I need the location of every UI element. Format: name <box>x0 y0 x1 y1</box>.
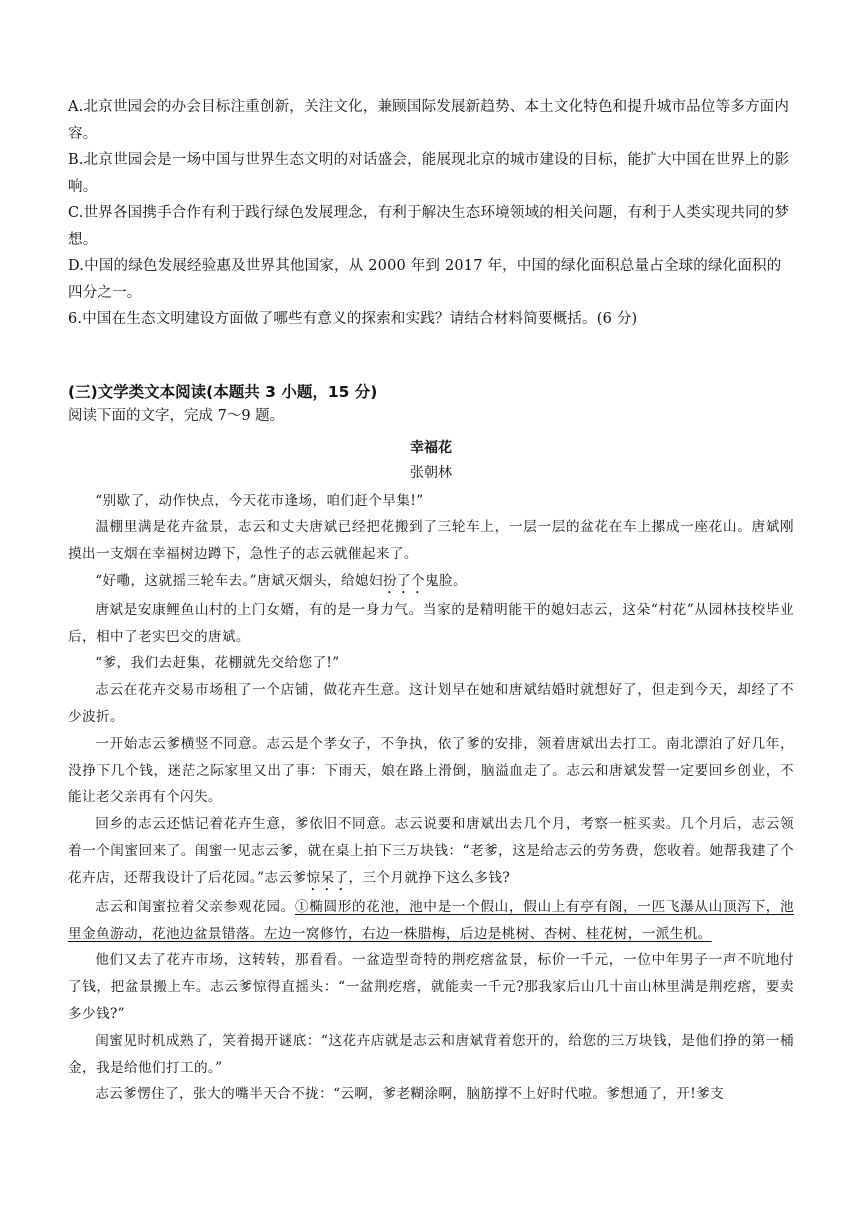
question-6: 6.中国在生态文明建设方面做了哪些有意义的探索和实践？请结合材料简要概括。(6 分) <box>68 311 638 327</box>
story-paragraph: 唐斌是安康鲤鱼山村的上门女婿，有的是一身力气。当家的是精明能干的媳妇志云，这朵“村花”从园林技校毕业后，相中了老实巴交的唐斌。 <box>68 601 794 645</box>
story-paragraph: 闺蜜见时机成熟了，笑着揭开谜底：“这花卉店就是志云和唐斌背着您开的，给您的三万块钱，是他们挣的第一桶金，我是给他们打工的。” <box>68 1032 794 1076</box>
option-d: D.中国的绿色发展经验惠及世界其他国家，从 2000 年到 2017 年，中国的绿化面积总量占全球的绿化面积的四分之一。 <box>68 258 782 301</box>
story-paragraph: 他们又去了花卉市场，这转转，那看看。一盆造型奇特的荆疙瘩盆景，标价一千元，一位中年男子一声不吭地付了钱，把盆景搬上车。志云爹惊得直摇头：“一盆荆疙瘩，就能卖一千元?那我家后山几十亩山林里满是荆疙瘩，要卖多少钱?” <box>68 952 794 1023</box>
dotted-emphasis: 扮了个 <box>382 572 425 589</box>
story-paragraph: “别歇了，动作快点，今天花市逢场，咱们赶个早集!” <box>95 492 424 509</box>
option-b: B.北京世园会是一场中国与世界生态文明的对话盛会，能展现北京的城市建设的目标，能扩大中国在世界上的影响。 <box>68 152 790 195</box>
text-segment: 鬼脸。 <box>424 572 467 589</box>
story-paragraph: 志云在花卉交易市场租了一个店铺，做花卉生意。这计划早在她和唐斌结婚时就想好了，但走到今天，却经了不少波折。 <box>68 682 794 726</box>
story-title: 幸福花 <box>410 439 452 456</box>
text-segment: “好嘞，这就摇三轮车去。”唐斌灭烟头，给媳妇 <box>95 572 383 589</box>
story-paragraph: 志云爹愣住了，张大的嘴半天合不拢：“云啊，爹老糊涂啊，脑筋撑不上好时代啦。爹想通了，开!爹支 <box>95 1086 725 1103</box>
section-title: (三)文学类文本阅读(本题共 3 小题，15 分) <box>68 382 378 401</box>
option-a: A.北京世园会的办会目标注重创新，关注文化，兼顾国际发展新趋势、本土文化特色和提升城市品位等多方面内容。 <box>68 99 790 142</box>
text-segment: ，三个月就挣下这么多钱? <box>348 869 511 886</box>
story-paragraph: 温棚里满是花卉盆景，志云和丈夫唐斌已经把花搬到了三轮车上，一层一层的盆花在车上摞成一座花山。唐斌刚摸出一支烟在幸福树边蹲下，急性子的志云就催起来了。 <box>68 519 794 563</box>
story-paragraph <box>68 894 794 948</box>
story-paragraph <box>68 811 794 894</box>
section-instruction: 阅读下面的文字，完成 7～9 题。 <box>68 407 285 424</box>
story-paragraph: 一开始志云爹横竖不同意。志云是个孝女子，不争执，依了爹的安排，领着唐斌出去打工。南北漂泊了好几年，没挣下几个钱，迷茫之际家里又出了事：下雨天，娘在路上滑倒，脑溢血走了。志云和唐斌发誓一定要回乡创业，不能让老父亲再有个闪失。 <box>68 735 794 806</box>
text-segment: 志云和闺蜜拉着父亲参观花园。 <box>95 898 295 915</box>
story-author: 张朝林 <box>410 464 452 481</box>
text-segment: 回乡的志云还惦记着花卉生意，爹依旧不同意。志云说要和唐斌出去几个月，考察一桩买卖。几个月后，志云领着一个闺蜜回来了。闺蜜一见志云爹，就在桌上拍下三万块钱：“老爹，这是给志云的劳务费，您收着。她帮我建了个花卉店，还帮我设计了后花园。”志云爹 <box>68 816 794 886</box>
option-c: C.世界各国携手合作有利于践行绿色发展理念，有利于解决生态环境领域的相关问题，有利于人类实现共同的梦想。 <box>68 205 790 248</box>
story-paragraph <box>68 568 794 597</box>
dotted-emphasis: 惊呆了 <box>306 869 349 886</box>
underlined-passage: ①椭圆形的花池，池中是一个假山，假山上有亭有阁，一匹飞瀑从山顶泻下，池里金鱼游动，花池边盆景错落。左边一窝修竹，右边一株腊梅，后边是桃树、杏树、桂花树，一派生机。 <box>68 898 795 942</box>
story-paragraph: “爹，我们去赶集，花棚就先交给您了!” <box>95 655 340 672</box>
